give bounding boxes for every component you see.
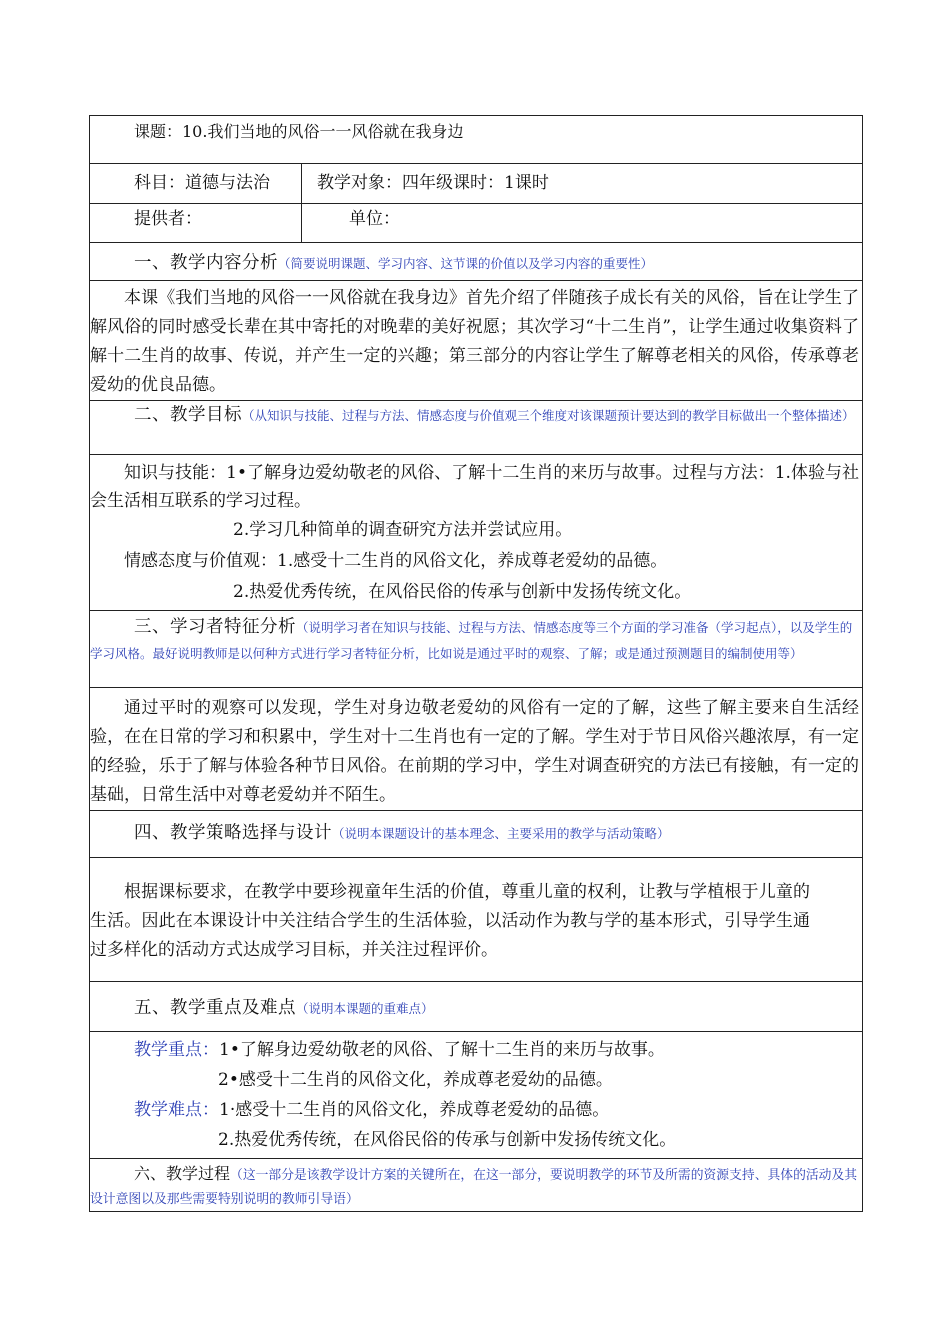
section4-note: （说明本课题设计的基本理念、主要采用的教学与活动策略） xyxy=(332,826,670,841)
section2-body-row xyxy=(90,455,863,611)
section3-heading-row xyxy=(90,611,863,688)
unit-label: 单位： xyxy=(349,209,400,229)
objective-knowledge: 知识与技能：1•了解身边爱幼敬老的风俗、了解十二生肖的来历与故事。过程与方法：1.体验与社会生活相互联系的学习过程。 xyxy=(90,463,860,511)
section3-heading: 三、学习者特征分析 xyxy=(134,617,296,637)
section4-body: 根据课标要求，在教学中要珍视童年生活的价值，尊重儿童的权利，让教与学植根于儿童的生活。因此在本课设计中关注结合学生的生活体验，以活动作为教与学的基本形式，引导学生通过多样化的活动方式达成学习目标，并关注过程评价。 xyxy=(90,882,811,960)
section6-heading-row xyxy=(90,1159,863,1212)
section4-body-row xyxy=(90,858,863,982)
section2-heading-row xyxy=(90,401,863,455)
provider-label: 提供者： xyxy=(134,209,202,229)
section1-heading: 一、教学内容分析 xyxy=(134,253,278,273)
lesson-plan-table xyxy=(89,115,863,1212)
subject-label: 科目：道德与法治 xyxy=(134,173,270,193)
target-hours-label: 教学对象：四年级课时：1课时 xyxy=(317,173,549,193)
section6-note: （这一部分是该教学设计方案的关键所在，在这一部分，要说明教学的环节及所需的资源支持、具体的活动及其设计意图以及那些需要特别说明的教师引导语） xyxy=(90,1168,858,1207)
title-row xyxy=(90,116,863,164)
section5-body-row xyxy=(90,1032,863,1159)
section1-body-row xyxy=(90,281,863,401)
provider-row xyxy=(90,204,863,243)
section2-heading: 二、教学目标 xyxy=(134,405,242,425)
objective-emotion: 情感态度与价值观：1.感受十二生肖的风俗文化，养成尊老爱幼的品德。 xyxy=(124,551,668,571)
section5-heading: 五、教学重点及难点 xyxy=(134,998,296,1018)
key-points-label: 教学重点： xyxy=(134,1040,219,1060)
lesson-title: 课题：10.我们当地的风俗一一风俗就在我身边 xyxy=(134,122,464,141)
subject-row xyxy=(90,164,863,204)
difficult-points-label: 教学难点： xyxy=(134,1100,219,1120)
key-point-1: 1•了解身边爱幼敬老的风俗、了解十二生肖的来历与故事。 xyxy=(219,1040,665,1060)
section1-note: （简要说明课题、学习内容、这节课的价值以及学习内容的重要性） xyxy=(278,256,654,271)
difficult-point-2: 2.热爱优秀传统，在风俗民俗的传承与创新中发扬传统文化。 xyxy=(218,1130,677,1150)
section4-heading: 四、教学策略选择与设计 xyxy=(134,823,332,843)
difficult-point-1: 1·感受十二生肖的风俗文化，养成尊老爱幼的品德。 xyxy=(219,1100,610,1120)
section2-note: （从知识与技能、过程与方法、情感态度与价值观三个维度对该课题预计要达到的教学目标做出一个整体描述） xyxy=(242,408,855,423)
section3-body: 通过平时的观察可以发现，学生对身边敬老爱幼的风俗有一定的了解，这些了解主要来自生活经验，在在日常的学习和积累中，学生对十二生肖也有一定的了解。学生对于节日风俗兴趣浓厚，有一定的经验，乐于了解与体验各种节日风俗。在前期的学习中，学生对调查研究的方法已有接触，有一定的基础，日常生活中对尊老爱幼并不陌生。 xyxy=(90,698,860,805)
section4-heading-row xyxy=(90,811,863,858)
section5-heading-row xyxy=(90,982,863,1032)
objective-emotion-2: 2.热爱优秀传统，在风俗民俗的传承与创新中发扬传统文化。 xyxy=(233,582,692,602)
section1-body: 本课《我们当地的风俗一一风俗就在我身边》首先介绍了伴随孩子成长有关的风俗，旨在让学生了解风俗的同时感受长辈在其中寄托的对晚辈的美好祝愿；其次学习“十二生肖”，让学生通过收集资料了解十二生肖的故事、传说，并产生一定的兴趣；第三部分的内容让学生了解尊老相关的风俗，传承尊老爱幼的优良品德。 xyxy=(90,288,860,395)
section6-heading: 六、教学过程 xyxy=(134,1164,231,1183)
objective-method-2: 2.学习几种简单的调查研究方法并尝试应用。 xyxy=(233,520,573,540)
lesson-plan-page xyxy=(89,115,862,1212)
section3-body-row xyxy=(90,688,863,811)
key-point-2: 2•感受十二生肖的风俗文化，养成尊老爱幼的品德。 xyxy=(218,1070,613,1090)
section1-heading-row xyxy=(90,243,863,281)
section5-note: （说明本课题的重难点） xyxy=(296,1001,434,1016)
section3-note: （说明学习者在知识与技能、过程与方法、情感态度等三个方面的学习准备（学习起点），以及学生的学习风格。最好说明教师是以何种方式进行学习者特征分析，比如说是通过平时的观察、了解；或是通过预测题目的编制使用等） xyxy=(90,620,853,661)
